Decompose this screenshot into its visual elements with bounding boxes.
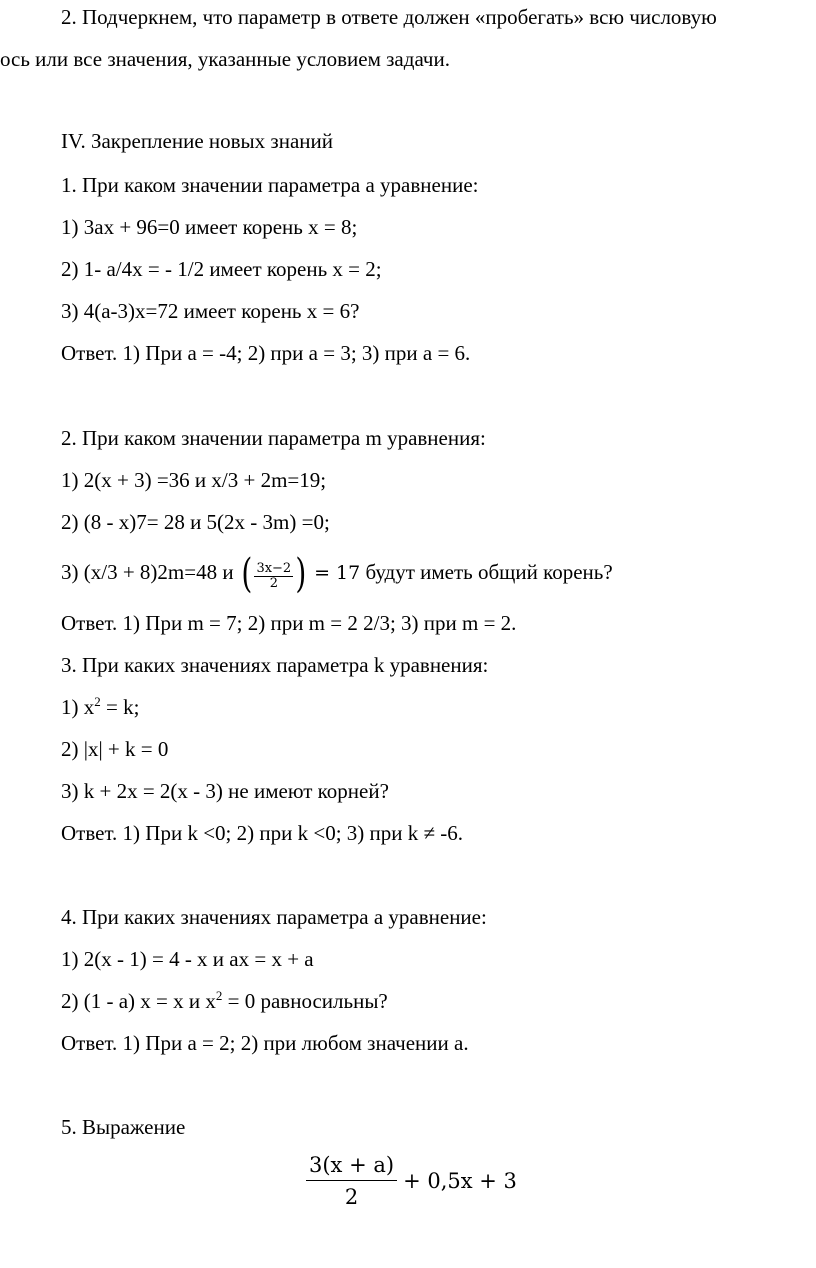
task3-item-1-pre: 1) х [61, 695, 95, 719]
task5-expression-rest: + 0,5x + 3 [403, 1169, 517, 1193]
task1-item-2: 2) 1- а/4х = - 1/2 имеет корень х = 2; [61, 257, 382, 281]
task3-item-1 [61, 694, 139, 720]
task2-answer: Ответ. 1) При m = 7; 2) при m = 2 2/3; 3) при m = 2. [61, 611, 517, 635]
task4-title: 4. При каких значениях параметра а уравнение: [61, 905, 487, 929]
task3-item-3: 3) k + 2х = 2(х - 3) не имеют корней? [61, 779, 389, 803]
task2-item-1: 1) 2(х + 3) =36 и х/3 + 2m=19; [61, 468, 327, 492]
task5-expression [306, 1152, 517, 1210]
task1-title: 1. При каком значении параметра а уравнение: [61, 173, 479, 197]
task1-item-3: 3) 4(а-3)х=72 имеет корень х = 6? [61, 299, 360, 323]
right-paren: ) [295, 551, 307, 597]
task2-item-3-prefix: 3) (х/3 + 8)2m=48 и [61, 560, 239, 584]
task3-item-2: 2) |х| + k = 0 [61, 737, 169, 761]
task4-item-2-sup: 2 [215, 988, 223, 1003]
task1-item-1: 1) 3ах + 96=0 имеет корень х = 8; [61, 215, 358, 239]
task2-item-3-eq: = 17 [314, 562, 361, 584]
task3-answer: Ответ. 1) При k <0; 2) при k <0; 3) при k ≠ -6. [61, 821, 464, 845]
task2-frac-den: 2 [269, 576, 278, 591]
task2-frac-num: 3x−2 [256, 561, 292, 576]
task3-title: 3. При каких значениях параметра k уравнения: [61, 653, 489, 677]
task5-frac-num: 3(x + a) [306, 1152, 397, 1181]
section-title: IV. Закрепление новых знаний [61, 129, 333, 153]
task5-title: 5. Выражение [61, 1115, 186, 1139]
task4-item-2-pre: 2) (1 - а) х = х и х [61, 989, 216, 1013]
task4-item-1: 1) 2(х - 1) = 4 - х и ах = х + а [61, 947, 314, 971]
intro-line-2: ось или все значения, указанные условием задачи. [0, 47, 450, 71]
task2-item-3-suffix: будут иметь общий корень? [360, 560, 613, 584]
task1-answer: Ответ. 1) При а = -4; 2) при а = 3; 3) при а = 6. [61, 341, 471, 365]
task3-item-1-sup: 2 [94, 694, 101, 709]
task2-item-3 [61, 551, 613, 597]
task4-answer: Ответ. 1) При а = 2; 2) при любом значении а. [61, 1031, 469, 1055]
task2-item-2: 2) (8 - х)7= 28 и 5(2х - 3m) =0; [61, 510, 330, 534]
task4-item-2-post: = 0 равносильны? [222, 989, 388, 1013]
task2-fraction [254, 562, 293, 591]
intro-line-1: 2. Подчеркнем, что параметр в ответе должен «пробегать» всю числовую [61, 5, 717, 29]
task5-fraction [306, 1152, 397, 1210]
left-paren: ( [241, 551, 253, 597]
task5-frac-den: 2 [344, 1185, 359, 1209]
task4-item-2 [61, 988, 388, 1014]
task3-item-1-post: = k; [100, 695, 140, 719]
task2-title: 2. При каком значении параметра m уравнения: [61, 426, 486, 450]
